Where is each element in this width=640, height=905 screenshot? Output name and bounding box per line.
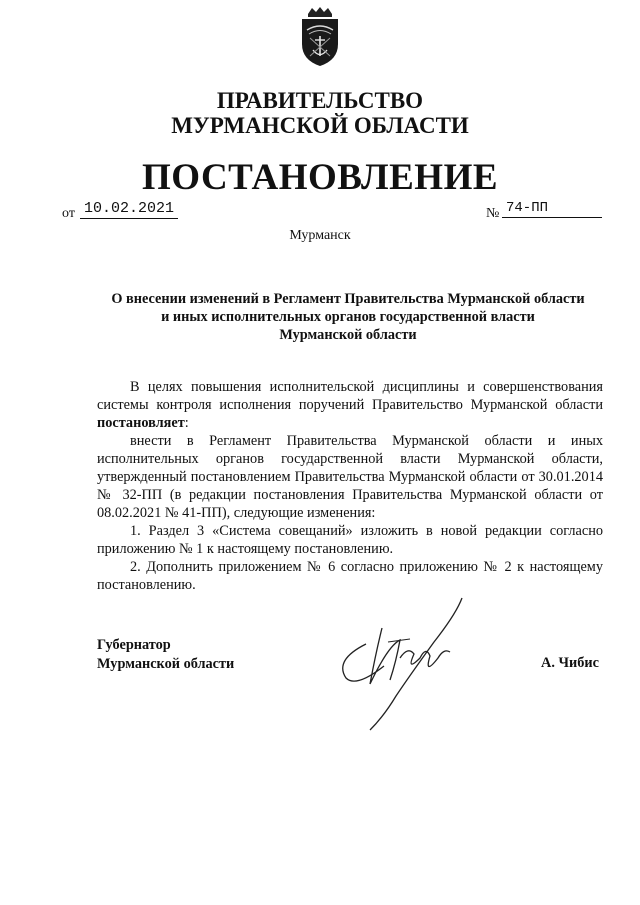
heading-line: Мурманской области	[279, 327, 417, 343]
document-type-title: ПОСТАНОВЛЕНИЕ	[141, 157, 499, 198]
handwritten-signature	[326, 592, 476, 734]
signatory-title	[97, 636, 234, 674]
signatory-title-line1: Губернатор	[97, 637, 171, 653]
heading-line: и иных исполнительных органов государственной власти	[161, 309, 535, 325]
org-name-line1: ПРАВИТЕЛЬСТВО	[216, 88, 424, 113]
document-body	[97, 378, 603, 594]
coat-of-arms-icon	[292, 6, 348, 68]
decision-keyword: постановляет	[97, 415, 185, 431]
signatory-title-line2: Мурманской области	[97, 656, 235, 672]
signer-name: А. Чибис	[541, 655, 599, 671]
date-prefix: от	[62, 206, 75, 221]
preamble-text: В целях повышения исполнительской дисциплины и совершенствования системы контроля исполнения поручений Правительство Мурманской области	[97, 379, 603, 413]
org-name-line2: МУРМАНСКОЙ ОБЛАСТИ	[171, 113, 469, 138]
item-2-paragraph: 2. Дополнить приложением № 6 согласно приложению № 2 к настоящему постановлению.	[97, 559, 603, 593]
city: Мурманск	[289, 228, 351, 243]
heading-line: О внесении изменений в Регламент Правительства Мурманской области	[111, 291, 585, 307]
document-date: 10.02.2021	[80, 200, 178, 219]
preamble-colon: :	[184, 415, 189, 431]
document-number: 74-ПП	[502, 200, 602, 218]
amendment-paragraph: внести в Регламент Правительства Мурманской области и иных исполнительных органов государственной власти Мурманской области, утвержденный постановлением Правительства Мурманской области от 30.01.2014 № 32-ПП (в редакции постановления Правительства Мурманской области от 08.02.2021 № 41-ПП), следующие изменения:	[97, 433, 603, 521]
number-prefix: №	[486, 206, 500, 221]
preamble-paragraph	[97, 378, 603, 432]
item-1-paragraph: 1. Раздел 3 «Система совещаний» изложить в новой редакции согласно приложению № 1 к настоящему постановлению.	[97, 523, 603, 557]
document-heading	[84, 290, 612, 344]
